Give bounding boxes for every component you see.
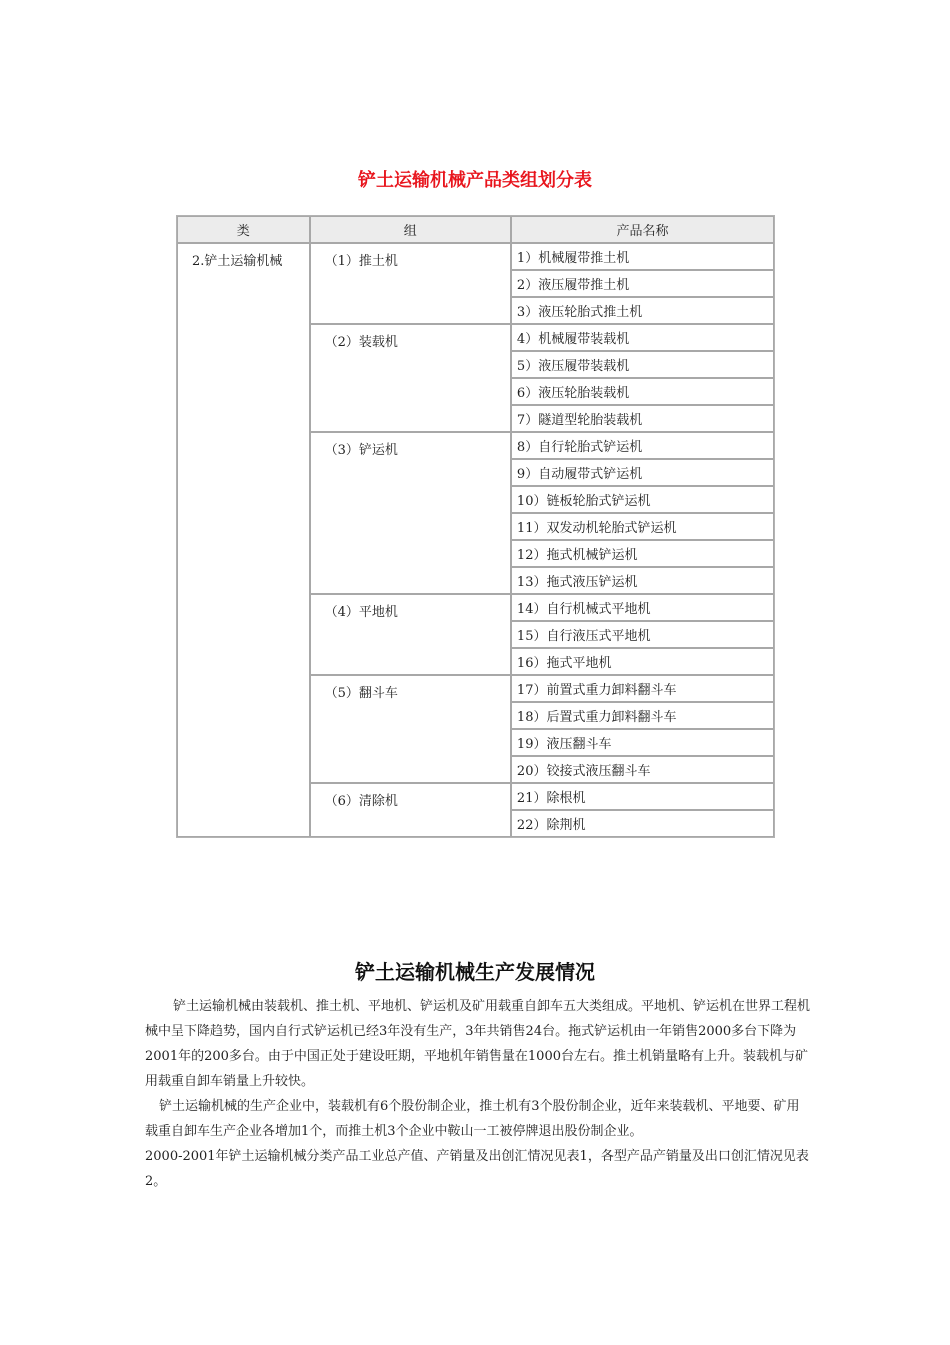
paragraph: 铲土运输机械由装载机、推土机、平地机、铲运机及矿用载重自卸车五大类组成。平地机、铲运机在世界工程机械中呈下降趋势，国内自行式铲运机已经3年没有生产，3年共销售24台。拖式铲运机由一年销售2000多台下降为2001年的200多台。由于中国正处于建设旺期，平地机年销售量在1000台左右。推土机销量略有上升。装载机与矿用载重自卸车销量上升较快。 bbox=[145, 999, 811, 1089]
product-cell: 22）除荆机 bbox=[511, 810, 774, 837]
product-cell: 12）拖式机械铲运机 bbox=[511, 540, 774, 567]
product-cell: 10）链板轮胎式铲运机 bbox=[511, 486, 774, 513]
product-cell: 11）双发动机轮胎式铲运机 bbox=[511, 513, 774, 540]
product-cell: 7）隧道型轮胎装载机 bbox=[511, 405, 774, 432]
product-cell: 21）除根机 bbox=[511, 783, 774, 810]
product-cell: 6）液压轮胎装载机 bbox=[511, 378, 774, 405]
product-cell: 17）前置式重力卸料翻斗车 bbox=[511, 675, 774, 702]
product-cell: 5）液压履带装载机 bbox=[511, 351, 774, 378]
column-header-group: 组 bbox=[310, 216, 511, 243]
group-cell: （6）清除机 bbox=[310, 783, 511, 837]
product-cell: 2）液压履带推土机 bbox=[511, 270, 774, 297]
product-cell: 9）自动履带式铲运机 bbox=[511, 459, 774, 486]
table-row bbox=[177, 243, 774, 270]
column-header-category: 类 bbox=[177, 216, 310, 243]
classification-table bbox=[176, 215, 775, 838]
category-cell: 2.铲土运输机械 bbox=[177, 243, 310, 837]
product-cell: 18）后置式重力卸料翻斗车 bbox=[511, 702, 774, 729]
product-cell: 19）液压翻斗车 bbox=[511, 729, 774, 756]
group-cell: （1）推土机 bbox=[310, 243, 511, 324]
group-cell: （5）翻斗车 bbox=[310, 675, 511, 783]
product-cell: 1）机械履带推土机 bbox=[511, 243, 774, 270]
table-title: 铲土运输机械产品类组划分表 bbox=[358, 170, 592, 191]
product-cell: 4）机械履带装载机 bbox=[511, 324, 774, 351]
group-cell: （4）平地机 bbox=[310, 594, 511, 675]
group-cell: （3）铲运机 bbox=[310, 432, 511, 594]
product-cell: 8）自行轮胎式铲运机 bbox=[511, 432, 774, 459]
product-cell: 20）铰接式液压翻斗车 bbox=[511, 756, 774, 783]
product-cell: 16）拖式平地机 bbox=[511, 648, 774, 675]
product-cell: 13）拖式液压铲运机 bbox=[511, 567, 774, 594]
paragraph: 铲土运输机械的生产企业中，装载机有6个股份制企业，推土机有3个股份制企业，近年来装载机、平地要、矿用载重自卸车生产企业各增加1个，而推土机3个企业中鞍山一工被停牌退出股份制企业。 bbox=[145, 1099, 800, 1139]
product-cell: 3）液压轮胎式推土机 bbox=[511, 297, 774, 324]
product-cell: 14）自行机械式平地机 bbox=[511, 594, 774, 621]
product-cell: 15）自行液压式平地机 bbox=[511, 621, 774, 648]
paragraph: 2000-2001年铲土运输机械分类产品工业总产值、产销量及出创汇情况见表1，各型产品产销量及出口创汇情况见表2。 bbox=[145, 1149, 809, 1189]
group-cell: （2）装载机 bbox=[310, 324, 511, 432]
table-header-row bbox=[177, 216, 774, 243]
section-title: 铲土运输机械生产发展情况 bbox=[355, 960, 595, 984]
column-header-product: 产品名称 bbox=[511, 216, 774, 243]
